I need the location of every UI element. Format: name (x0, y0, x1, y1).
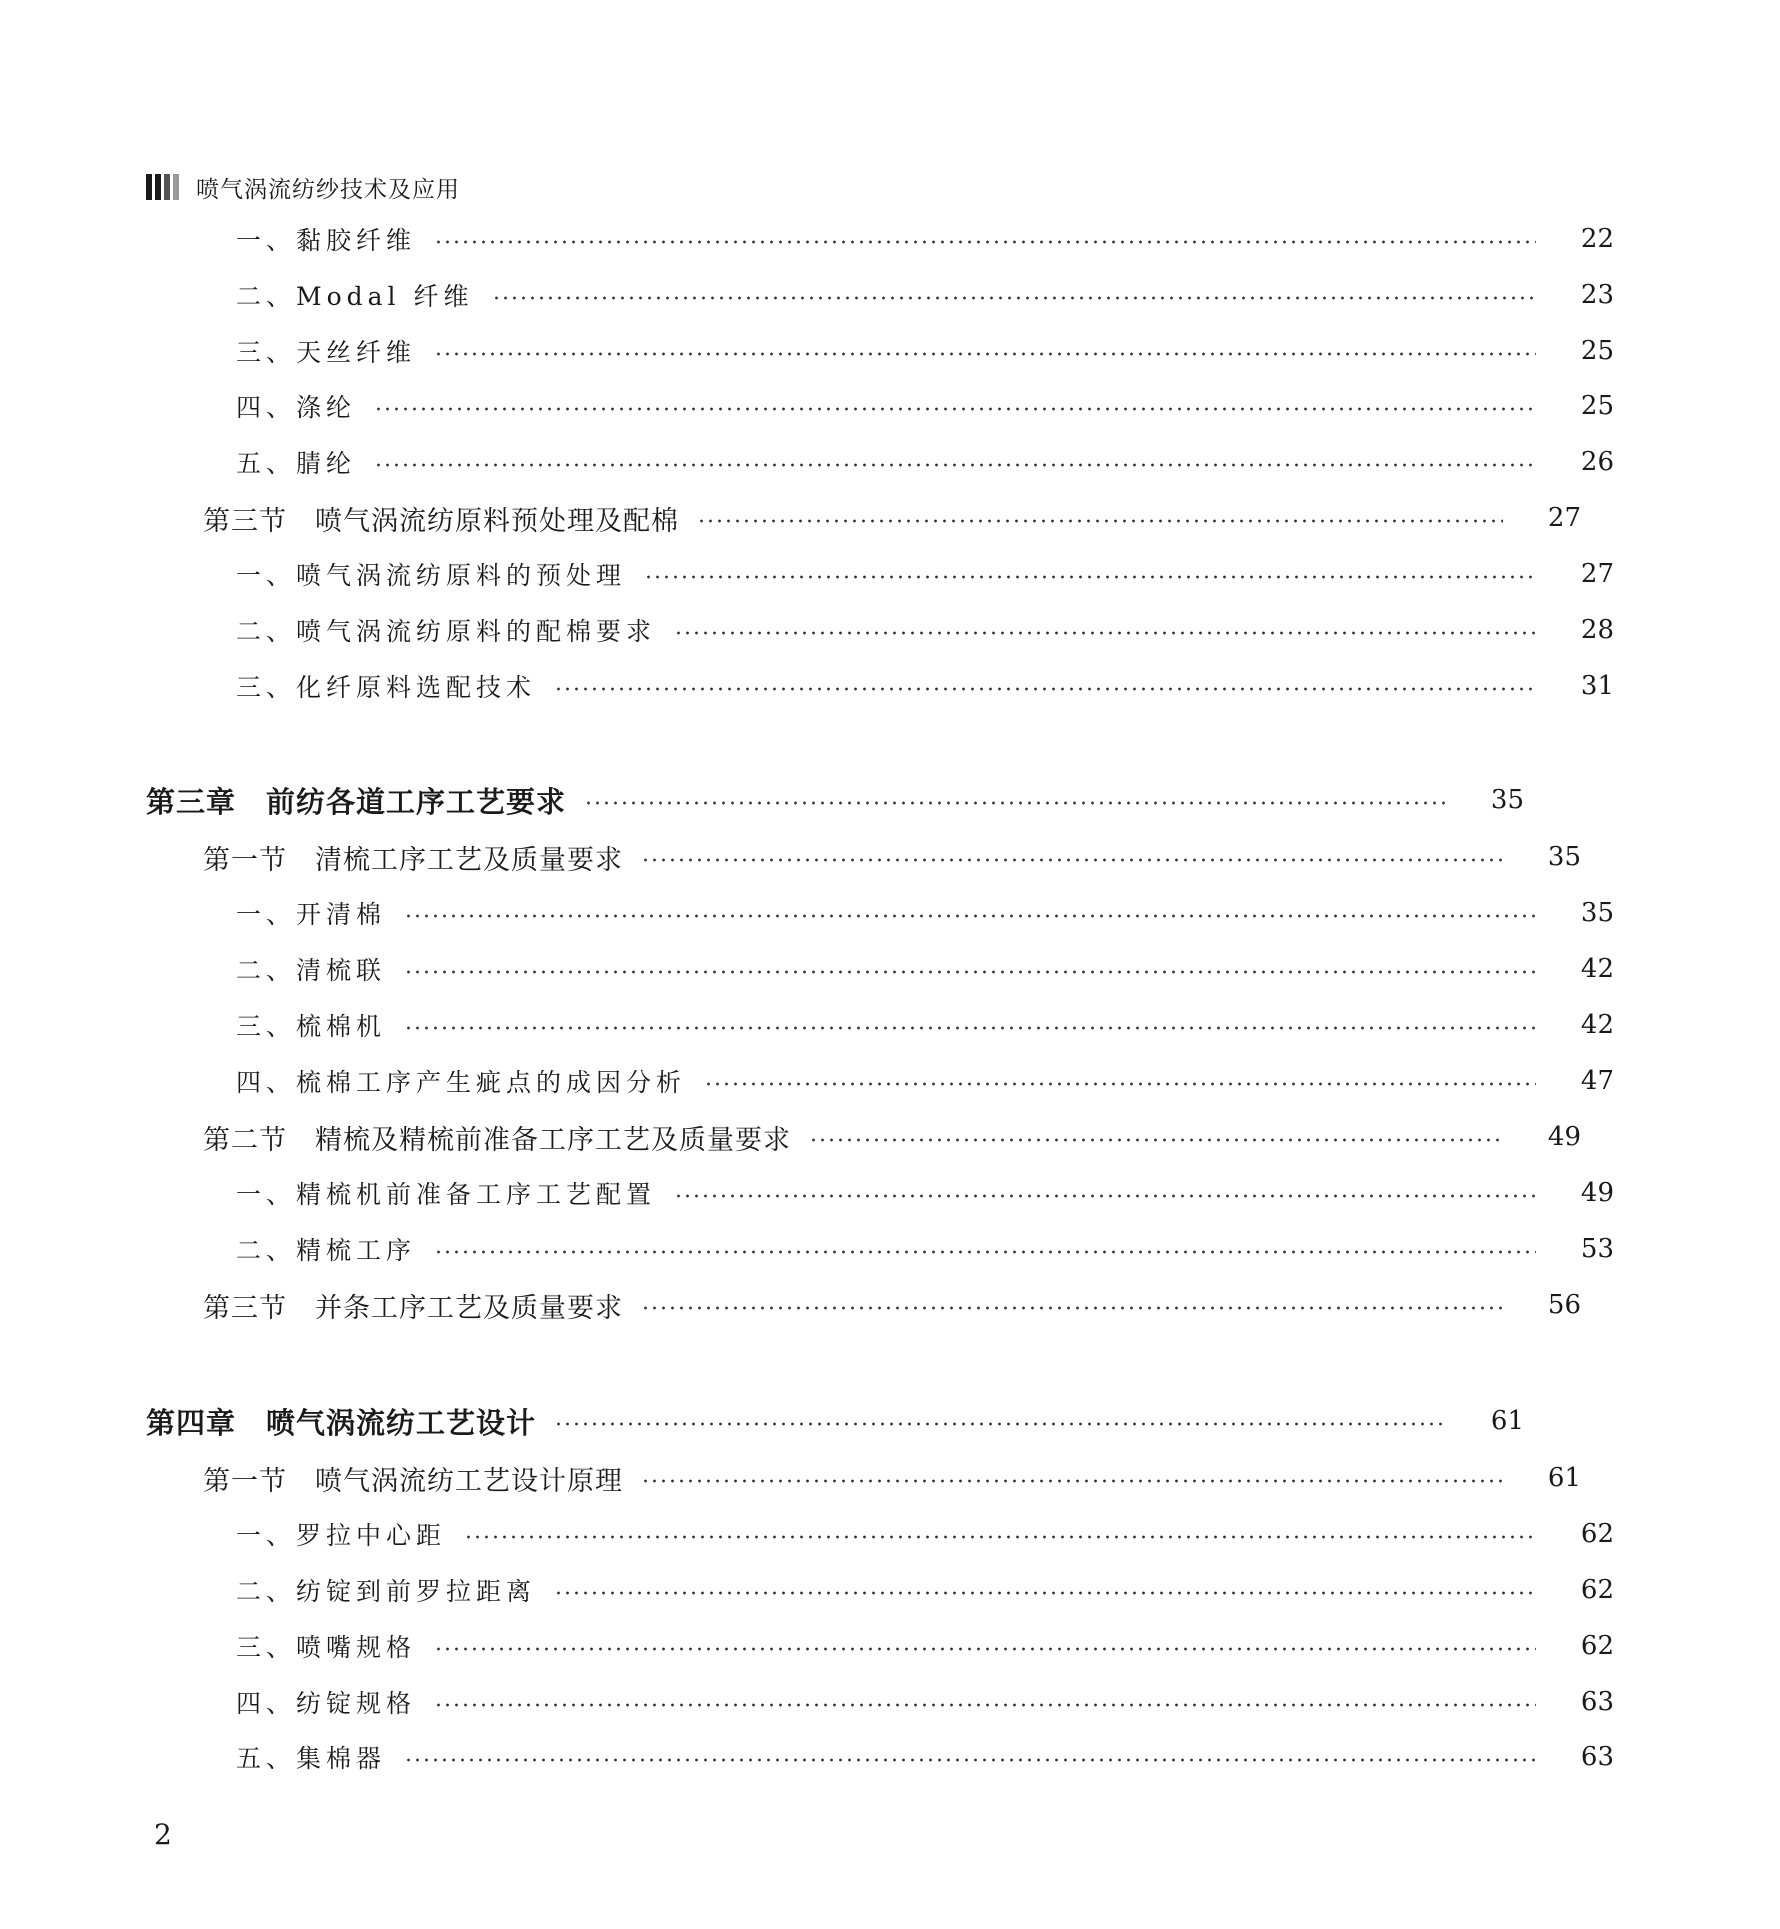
toc-item[interactable] (0, 1568, 1780, 1612)
toc-item[interactable] (0, 947, 1780, 991)
toc-page-number: 42 (1580, 954, 1614, 984)
toc-item[interactable] (0, 664, 1780, 708)
toc-page-number: 49 (1580, 1178, 1614, 1208)
toc-page-number: 26 (1580, 447, 1614, 477)
toc-item[interactable] (0, 1735, 1780, 1779)
toc-item[interactable] (0, 552, 1780, 596)
dot-leader (674, 631, 1536, 635)
toc-page-number: 61 (1547, 1463, 1581, 1493)
toc-section[interactable] (0, 1283, 1747, 1327)
header-bars-icon (146, 174, 182, 200)
toc-label: 二、清梳联 (236, 956, 387, 985)
toc-label: 一、精梳机前准备工序工艺配置 (236, 1180, 657, 1209)
dot-leader (374, 407, 1536, 411)
toc-page-number: 27 (1547, 503, 1581, 533)
toc-page-number: 56 (1547, 1290, 1581, 1320)
toc-page-number: 25 (1580, 391, 1614, 421)
toc-label: 四、涤纶 (236, 393, 357, 422)
toc-item[interactable] (0, 440, 1780, 484)
dot-leader (554, 1591, 1536, 1595)
dot-leader (584, 801, 1446, 805)
toc-section[interactable] (0, 1456, 1747, 1500)
toc-label: 三、喷嘴规格 (236, 1633, 417, 1662)
running-header (146, 170, 460, 204)
dot-leader (674, 1194, 1536, 1198)
toc-item[interactable] (0, 273, 1780, 317)
dot-leader (492, 296, 1536, 300)
toc-label: 一、罗拉中心距 (236, 1521, 447, 1550)
dot-leader (704, 1082, 1536, 1086)
dot-leader (404, 970, 1536, 974)
dot-leader (434, 1250, 1536, 1254)
toc-label: 第三章 前纺各道工序工艺要求 (146, 784, 567, 819)
toc-label: 第三节 喷气涡流纺原料预处理及配棉 (203, 505, 679, 537)
toc-label: 三、梳棉机 (236, 1012, 387, 1041)
toc-page-number: 27 (1580, 559, 1614, 589)
toc-section[interactable] (0, 835, 1747, 879)
dot-leader (809, 1138, 1503, 1142)
toc-item[interactable] (0, 1059, 1780, 1103)
toc-item[interactable] (0, 1624, 1780, 1668)
toc-page-number: 63 (1580, 1687, 1614, 1717)
toc-label: 一、喷气涡流纺原料的预处理 (236, 561, 627, 590)
toc-chapter[interactable] (0, 778, 1690, 822)
dot-leader (641, 1479, 1503, 1483)
toc-item[interactable] (0, 608, 1780, 652)
toc-section[interactable] (0, 1115, 1747, 1159)
dot-leader (434, 1647, 1536, 1651)
toc-page-number: 35 (1547, 842, 1581, 872)
dot-leader (641, 1306, 1503, 1310)
dot-leader (554, 1422, 1446, 1426)
toc-item[interactable] (0, 1171, 1780, 1215)
toc-item[interactable] (0, 1512, 1780, 1556)
toc-label: 二、喷气涡流纺原料的配棉要求 (236, 617, 657, 646)
toc-page-number: 23 (1580, 280, 1614, 310)
toc-page-number: 28 (1580, 615, 1614, 645)
toc-label: 四、纺锭规格 (236, 1689, 417, 1718)
toc-label: 二、Modal 纤维 (236, 282, 474, 311)
dot-leader (434, 352, 1536, 356)
dot-leader (434, 1703, 1536, 1707)
dot-leader (404, 914, 1536, 918)
toc-label: 五、腈纶 (236, 449, 357, 478)
toc-page-number: 62 (1580, 1575, 1614, 1605)
dot-leader (554, 687, 1536, 691)
toc-item[interactable] (0, 1003, 1780, 1047)
toc-label: 一、开清棉 (236, 900, 387, 929)
toc-page-number: 63 (1580, 1742, 1614, 1772)
toc-item[interactable] (0, 891, 1780, 935)
dot-leader (697, 519, 1503, 523)
toc-label: 二、纺锭到前罗拉距离 (236, 1577, 537, 1606)
toc-label: 第一节 喷气涡流纺工艺设计原理 (203, 1465, 623, 1497)
toc-page-number: 49 (1547, 1122, 1581, 1152)
toc-label: 第三节 并条工序工艺及质量要求 (203, 1292, 623, 1324)
toc-item[interactable] (0, 329, 1780, 373)
toc-label: 三、天丝纤维 (236, 338, 417, 367)
toc-chapter[interactable] (0, 1399, 1690, 1443)
toc-item[interactable] (0, 217, 1780, 261)
toc-label: 第四章 喷气涡流纺工艺设计 (146, 1405, 537, 1440)
toc-page-number: 22 (1580, 224, 1614, 254)
dot-leader (404, 1758, 1536, 1762)
book-title: 喷气涡流纺纱技术及应用 (196, 176, 460, 203)
toc-page-number: 31 (1580, 671, 1614, 701)
toc-label: 四、梳棉工序产生疵点的成因分析 (236, 1068, 687, 1097)
toc-item[interactable] (0, 1227, 1780, 1271)
toc-page-number: 62 (1580, 1519, 1614, 1549)
toc-page-number: 53 (1580, 1234, 1614, 1264)
toc-page-number: 35 (1490, 785, 1524, 815)
toc-label: 五、集棉器 (236, 1744, 387, 1773)
toc-label: 第一节 清梳工序工艺及质量要求 (203, 844, 623, 876)
toc-page-number: 62 (1580, 1631, 1614, 1661)
toc-label: 三、化纤原料选配技术 (236, 673, 537, 702)
toc-item[interactable] (0, 1680, 1780, 1724)
page-number: 2 (154, 1818, 172, 1851)
dot-leader (374, 463, 1536, 467)
dot-leader (641, 858, 1503, 862)
toc-page-number: 61 (1490, 1406, 1524, 1436)
toc-label: 第二节 精梳及精梳前准备工序工艺及质量要求 (203, 1124, 791, 1156)
toc-page-number: 47 (1580, 1066, 1614, 1096)
toc-page-number: 25 (1580, 336, 1614, 366)
dot-leader (434, 240, 1536, 244)
toc-item[interactable] (0, 384, 1780, 428)
toc-label: 一、黏胶纤维 (236, 226, 417, 255)
toc-section[interactable] (0, 496, 1747, 540)
toc-page-number: 42 (1580, 1010, 1614, 1040)
dot-leader (644, 575, 1536, 579)
dot-leader (404, 1026, 1536, 1030)
toc-label: 二、精梳工序 (236, 1236, 417, 1265)
dot-leader (464, 1535, 1536, 1539)
toc-page-number: 35 (1580, 898, 1614, 928)
